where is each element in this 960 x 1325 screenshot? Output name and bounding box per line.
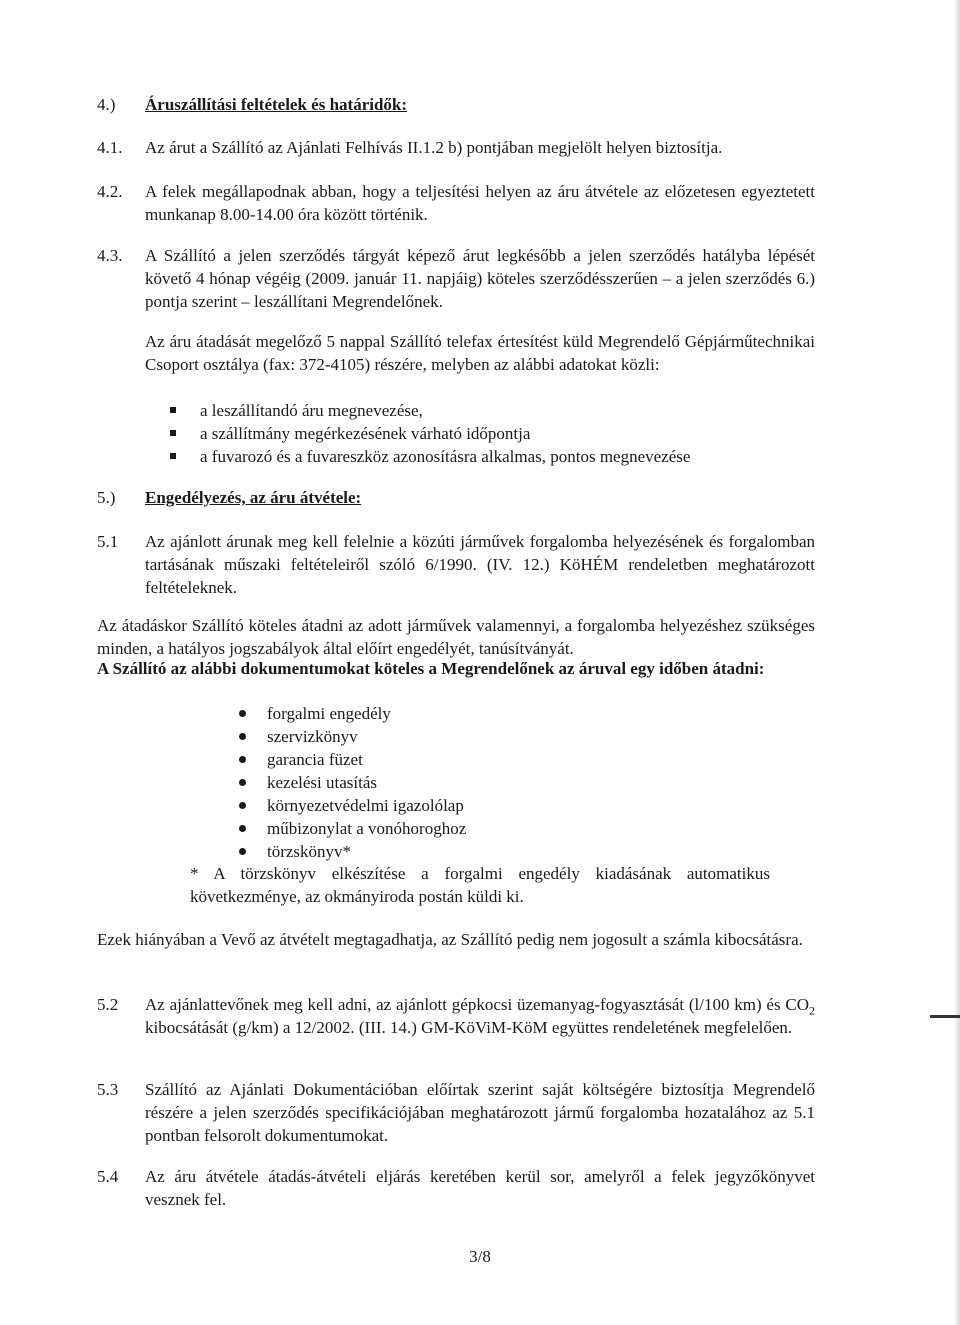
paragraph-5-4-number: 5.4	[97, 1167, 119, 1186]
fax-notice-list	[170, 399, 690, 468]
scan-edge-shadow	[954, 0, 960, 1325]
paragraph-4-1-text: Az árut a Szállító az Ajánlati Felhívás II.1.2 b) pontjában megjelölt helyen biztosítja.	[145, 138, 723, 157]
list-item: garancia füzet	[237, 748, 466, 771]
paragraph-5-1-number: 5.1	[97, 532, 119, 551]
registration-footnote: * A törzskönyv elkészítése a forgalmi engedély kiadásának automatikus következménye, az okmányiroda postán küldi ki.	[190, 864, 770, 906]
paragraph-5-3-number: 5.3	[97, 1080, 119, 1099]
dot-bullet-icon	[239, 825, 246, 832]
square-bullet-icon	[170, 407, 176, 413]
paragraph-5-1-text: Az ajánlott árunak meg kell felelnie a közúti járművek forgalomba helyezésének és forgalomban tartásának műszaki feltételeiről szóló 6/1990. (IV. 12.) KöHÉM rendeletben meghatározott feltételeknek.	[145, 532, 815, 597]
section-4-title: Áruszállítási feltételek és határidők:	[145, 95, 408, 114]
section-5-number: 5.)	[97, 488, 116, 507]
paragraph-5-4-text: Az áru átvétele átadás-átvételi eljárás keretében kerül sor, amelyről a felek jegyzőkönyvet vesznek fel.	[145, 1167, 815, 1209]
refusal-paragraph: Ezek hiányában a Vevő az átvételt megtagadhatja, az Szállító pedig nem jogosult a számla kibocsátásra.	[97, 930, 803, 949]
section-5-title: Engedélyezés, az áru átvétele:	[145, 488, 362, 507]
square-bullet-icon	[170, 453, 176, 459]
square-bullet-icon	[170, 430, 176, 436]
paragraph-4-1-number: 4.1.	[97, 138, 123, 157]
list-item: forgalmi engedély	[237, 702, 466, 725]
list-item: a fuvarozó és a fuvareszköz azonosításra alkalmas, pontos megnevezése	[170, 445, 690, 468]
list-item: a leszállítandó áru megnevezése,	[170, 399, 690, 422]
paragraph-4-3-text: A Szállító a jelen szerződés tárgyát képező árut legkésőbb a jelen szerződés hatályba lépését követő 4 hónap végéig (2009. január 11. napjáig) köteles szerződésszerűen – a jelen szerződés 6.) pontja szerint – leszállítani Megrendelőnek.	[145, 246, 815, 311]
documents-list	[237, 702, 466, 863]
section-4-number: 4.)	[97, 95, 116, 114]
list-item: a szállítmány megérkezésének várható időpontja	[170, 422, 690, 445]
list-item: szervizkönyv	[237, 725, 466, 748]
paragraph-4-2-number: 4.2.	[97, 182, 123, 201]
dot-bullet-icon	[239, 779, 246, 786]
dot-bullet-icon	[239, 848, 246, 855]
paragraph-4-2-text: A felek megállapodnak abban, hogy a teljesítési helyen az áru átvétele az előzetesen egyeztetett munkanap 8.00-14.00 óra között történik.	[145, 182, 815, 224]
list-item: környezetvédelmi igazolólap	[237, 794, 466, 817]
fax-notice-paragraph: Az áru átadását megelőző 5 nappal Szállító telefax értesítést küld Megrendelő Gépjárműtechnikai Csoport osztálya (fax: 372-4105) részére, melyben az alábbi adatokat közli:	[145, 332, 815, 374]
list-item: kezelési utasítás	[237, 771, 466, 794]
paragraph-5-2-text: Az ajánlattevőnek meg kell adni, az ajánlott gépkocsi üzemanyag-fogyasztását (l/100 km) és $CO_2$ kibocsátását (g/km) a 12/2002. (III. 14.) GM-KöViM-KöM együttes rendeletének megfelelően.	[145, 995, 815, 1037]
list-item: törzskönyv*	[237, 840, 466, 863]
handover-paragraph: Az átadáskor Szállító köteles átadni az adott járművek valamennyi, a forgalomba helyezéshez szükséges minden, a hatályos jogszabályok által előírt engedélyét, tanúsítványát.	[97, 616, 815, 658]
dot-bullet-icon	[239, 733, 246, 740]
dot-bullet-icon	[239, 802, 246, 809]
page-number: 3/8	[469, 1247, 491, 1266]
paragraph-4-3-number: 4.3.	[97, 246, 123, 265]
documents-heading: A Szállító az alábbi dokumentumokat köteles a Megrendelőnek az áruval egy időben átadni:	[97, 659, 765, 678]
dot-bullet-icon	[239, 756, 246, 763]
dot-bullet-icon	[239, 710, 246, 717]
paragraph-5-3-text: Szállító az Ajánlati Dokumentációban előírtak szerint saját költségére biztosítja Megrendelő részére a jelen szerződés specifikációjában meghatározott jármű forgalomba hozatalához az 5.1 pontban felsorolt dokumentumokat.	[145, 1080, 815, 1145]
scan-edge-mark	[930, 1015, 960, 1018]
paragraph-5-2-number: 5.2	[97, 995, 119, 1014]
list-item: műbizonylat a vonóhoroghoz	[237, 817, 466, 840]
